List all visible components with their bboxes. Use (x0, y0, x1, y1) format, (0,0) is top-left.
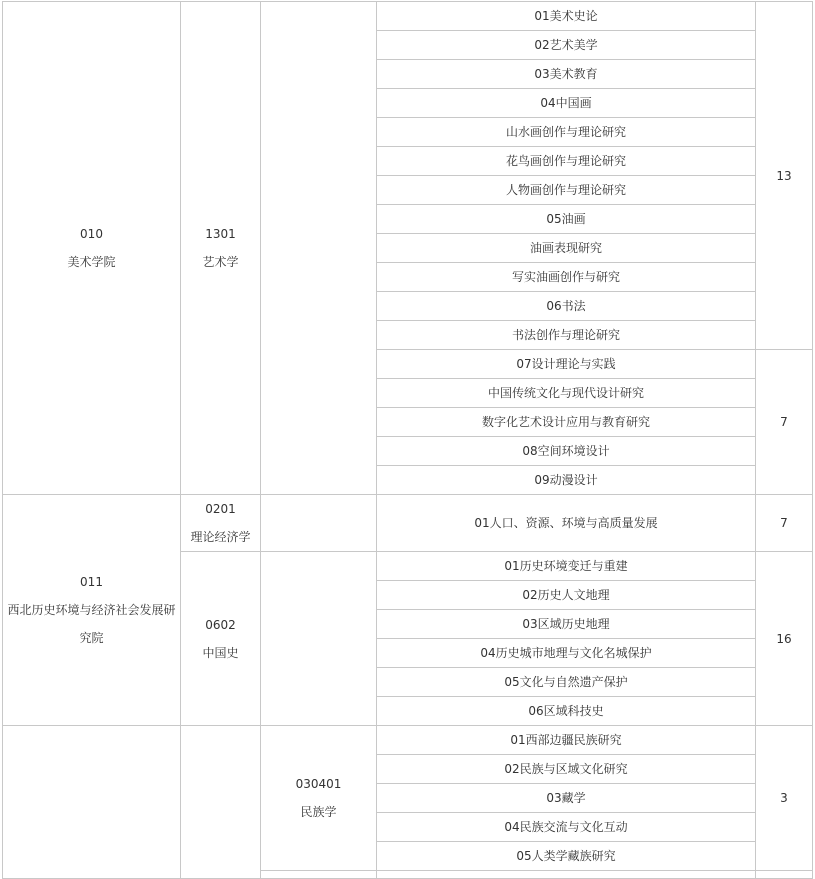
direction-cell: 01人口、资源、环境与高质量发展 (377, 495, 756, 552)
direction-cell: 中国传统文化与现代设计研究 (377, 379, 756, 408)
major-code: 0201 (205, 502, 236, 516)
sub-major-cell (261, 495, 377, 552)
direction-cell: 02艺术美学 (377, 31, 756, 60)
major-cell (181, 552, 261, 726)
direction-cell: 03藏学 (377, 784, 756, 813)
major-cell (181, 495, 261, 552)
direction-cell: 09动漫设计 (377, 466, 756, 495)
enrollment-table (2, 1, 813, 879)
table-row (3, 726, 813, 755)
direction-cell: 花鸟画创作与理论研究 (377, 147, 756, 176)
sub-major-cell (261, 2, 377, 495)
direction-cell: 01历史环境变迁与重建 (377, 552, 756, 581)
enrollment-count: 3 (756, 726, 813, 871)
direction-cell: 05人类学藏族研究 (377, 842, 756, 871)
major-code: 0602 (205, 617, 236, 632)
enrollment-count: 7 (756, 350, 813, 495)
direction-cell: 02民族与区域文化研究 (377, 755, 756, 784)
direction-cell: 05文化与自然遗产保护 (377, 668, 756, 697)
direction-cell: 04历史城市地理与文化名城保护 (377, 639, 756, 668)
direction-cell: 数字化艺术设计应用与教育研究 (377, 408, 756, 437)
major-code: 1301 (205, 227, 236, 241)
direction-cell: 写实油画创作与研究 (377, 263, 756, 292)
major-cell (181, 726, 261, 879)
major-name: 中国史 (202, 645, 239, 660)
direction-cell: 03区域历史地理 (377, 610, 756, 639)
direction-cell: 油画表现研究 (377, 234, 756, 263)
direction-cell: 08空间环境设计 (377, 437, 756, 466)
sub-major-cell (261, 726, 377, 871)
college-code: 011 (80, 575, 103, 589)
enrollment-count: 13 (756, 2, 813, 350)
direction-cell: 03美术教育 (377, 60, 756, 89)
enrollment-count (756, 871, 813, 879)
table-row (3, 2, 813, 31)
direction-cell: 06书法 (377, 292, 756, 321)
college-name: 西北历史环境与经济社会发展研究院 (7, 603, 176, 645)
direction-cell: 01美术史论 (377, 2, 756, 31)
enrollment-count: 7 (756, 495, 813, 552)
sub-major-code: 030401 (295, 777, 342, 791)
sub-major-name: 民族学 (300, 805, 337, 819)
college-cell (3, 726, 181, 879)
major-name: 理论经济学 (190, 530, 251, 544)
sub-major-cell (261, 552, 377, 726)
direction-cell: 山水画创作与理论研究 (377, 118, 756, 147)
college-name: 美术学院 (67, 255, 116, 269)
direction-cell (377, 871, 756, 879)
enrollment-count: 16 (756, 552, 813, 726)
direction-cell: 02历史人文地理 (377, 581, 756, 610)
direction-cell: 04中国画 (377, 89, 756, 118)
direction-cell: 05油画 (377, 205, 756, 234)
direction-cell: 人物画创作与理论研究 (377, 176, 756, 205)
direction-cell: 07设计理论与实践 (377, 350, 756, 379)
college-cell (3, 495, 181, 726)
direction-cell: 01西部边疆民族研究 (377, 726, 756, 755)
college-cell (3, 2, 181, 495)
table-row (3, 495, 813, 552)
major-name: 艺术学 (202, 255, 239, 269)
major-cell (181, 2, 261, 495)
direction-cell: 06区域科技史 (377, 697, 756, 726)
direction-cell: 04民族交流与文化互动 (377, 813, 756, 842)
sub-major-cell (261, 871, 377, 879)
college-code: 010 (80, 227, 103, 241)
direction-cell: 书法创作与理论研究 (377, 321, 756, 350)
